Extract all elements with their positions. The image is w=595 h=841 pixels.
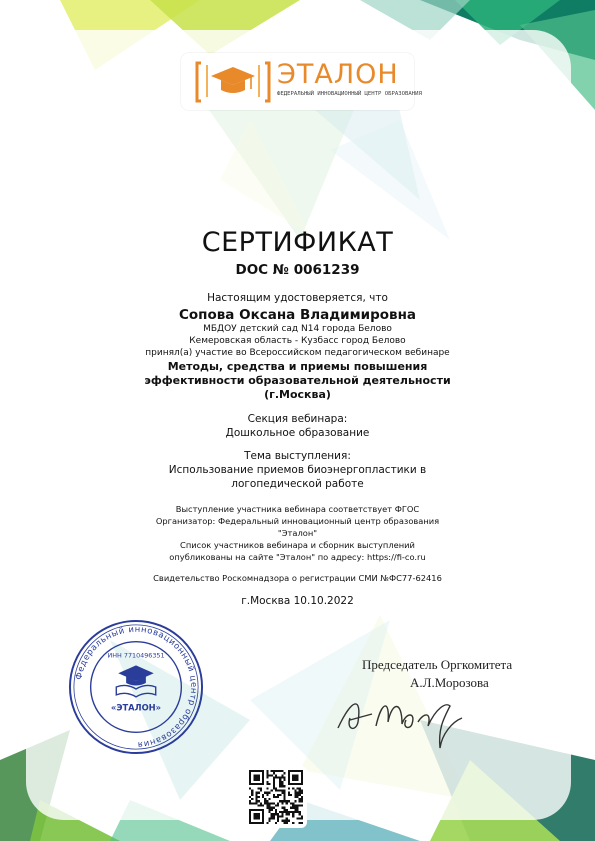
certificate-title: СЕРТИФИКАТ [201,227,394,258]
organization-seal [67,618,205,756]
participation-text: принял(а) участие во Всероссийском педагогическом вебинаре [145,348,450,358]
graduation-cap-icon [193,59,273,105]
participants-list-line-1: Список участников вебинара и сборник выступлений [180,540,415,550]
webinar-title-line-1: Методы, средства и приемы повышения [167,360,428,373]
organization-line-1: МБДОУ детский сад N14 города Белово [203,324,392,334]
webinar-title-line-3: (г.Москва) [264,388,331,401]
seal-ring-text: Федеральный инновационный центр образования [73,623,200,751]
section-value: Дошкольное образование [225,427,370,439]
graduation-cap-icon [116,665,155,697]
handwritten-signature [332,688,472,752]
logo-subtitle: ФЕДЕРАЛЬНЫЙ ИННОВАЦИОННЫЙ ЦЕНТР ОБРАЗОВАНИЯ [277,91,422,97]
webinar-title-line-2: эффективности образовательной деятельности [144,374,451,387]
participants-list-line-2: опубликованы на сайте "Эталон" по адресу: https://fi-co.ru [169,552,426,562]
logo-name: ЭТАЛОН [277,59,399,90]
organizer-line-2: "Эталон" [277,528,318,538]
qr-code-icon [249,770,303,824]
organizer-line-1: Организатор: Федеральный инновационный центр образования [155,516,440,526]
recipient-name: Сопова Оксана Владимировна [178,307,417,323]
fgos-note: Выступление участника вебинара соответствует ФГОС [175,504,420,514]
intro-text: Настоящим удостоверяется, что [207,292,388,304]
section-label: Секция вебинара: [247,413,348,425]
place-date: г.Москва 10.10.2022 [241,595,354,607]
etalon-logo [181,53,422,110]
qr-code[interactable] [245,766,307,828]
organization-line-2: Кемеровская область - Кузбасс город Белово [189,336,406,346]
topic-line-2: логопедической работе [231,478,364,490]
topic-label: Тема выступления: [244,450,351,462]
seal-inn: ИНН 7710496351 [107,651,165,660]
seal-center-text: «ЭТАЛОН» [110,702,162,713]
media-registration: Свидетельство Роскомнадзора о регистрации СМИ №ФС77-62416 [153,573,442,583]
signature-name: А.Л.Морозова [410,675,489,690]
topic-line-1: Использование приемов биоэнергопластики в [168,464,427,476]
document-number: DOC № 0061239 [235,262,360,278]
signature-position: Председатель Оргкомитета [362,657,513,672]
